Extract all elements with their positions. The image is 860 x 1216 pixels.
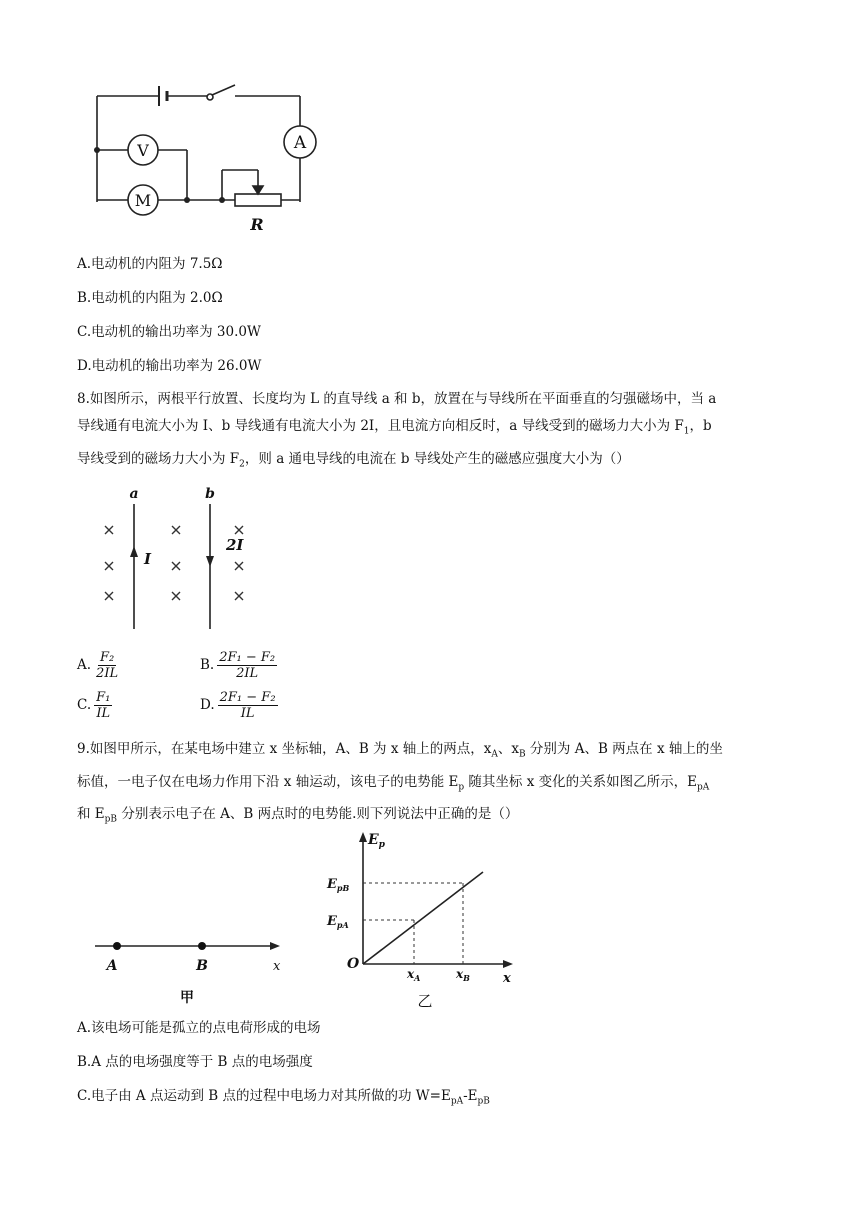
epb-label: $E_{pB}$ <box>327 877 350 893</box>
parallel-wires-figure <box>80 484 280 634</box>
figure-jia-caption: 甲 <box>180 990 194 1006</box>
figure-yi-caption: 乙 <box>417 992 433 1010</box>
q8-option-a: A. $\frac{\text{F₂}}{2IL}$ <box>77 650 119 681</box>
q9-option-c: C.电子由 A 点运动到 B 点的过程中电场力对其所做的功 $W=E_{pA}-E_{pB}$ <box>77 1088 490 1107</box>
epa-label: $E_{pA}$ <box>327 914 349 930</box>
xa-label: $x_A$ <box>407 967 421 983</box>
origin-label: O <box>347 956 360 972</box>
q8-option-d: D. $\frac{\text{2F₁ − F₂}}{IL}$ <box>200 690 276 721</box>
q9-line-2: 标值，一电子仅在电场力作用下沿 x 轴运动，该电子的电势能 $E_p$ 随其坐标 x 变化的关系如图乙所示，$E_{pA}$ <box>77 773 710 793</box>
q8-option-b: B. $\frac{\text{2F₁ − F₂}}{2IL}$ <box>200 650 276 681</box>
current-i-label: I <box>144 550 152 568</box>
xb-label: $x_B$ <box>456 967 470 983</box>
voltmeter-label: V <box>137 141 149 160</box>
q8-question <box>77 386 787 478</box>
motor-label: M <box>134 191 152 210</box>
q8-line-3: 导线受到的磁场力大小为 $F_2$，则 a 通电导线的电流在 b 导线处产生的磁感应强度大小为（） <box>77 450 630 470</box>
wire-a-label: a <box>129 486 139 502</box>
q8-option-c: C. $\frac{\text{F₁}}{IL}$ <box>77 690 111 721</box>
point-b-label: B <box>196 958 208 974</box>
circuit-diagram <box>85 82 335 237</box>
resistor-label: R <box>250 215 264 234</box>
q7-option-b: B.电动机的内阻为 2.0Ω <box>77 290 223 306</box>
q9-option-b: B.A 点的电场强度等于 B 点的电场强度 <box>77 1054 313 1070</box>
ep-axis-label: $E_p$ <box>368 832 385 850</box>
q7-option-d: D.电动机的输出功率为 26.0W <box>77 358 262 374</box>
ammeter-label: A <box>293 133 307 153</box>
q7-option-c: C.电动机的输出功率为 30.0W <box>77 324 261 340</box>
point-a-label: A <box>106 958 118 974</box>
q8-line-1: 8.如图所示，两根平行放置、长度均为 L 的直导线 a 和 b，放置在与导线所在平面垂直的匀强磁场中，当 a <box>77 391 717 407</box>
q7-option-a: A.电动机的内阻为 7.5Ω <box>77 256 223 272</box>
current-2i-label: 2I <box>226 536 244 554</box>
q9-option-a: A.该电场可能是孤立的点电荷形成的电场 <box>77 1020 321 1036</box>
x-axis-label-yi: x <box>503 971 511 986</box>
q9-line-1: 9.如图甲所示，在某电场中建立 x 坐标轴，A、B 为 x 轴上的两点，$x_A$、$x_B$ 分别为 A、B 两点在 x 轴上的坐 <box>77 741 723 760</box>
wire-b-label: b <box>205 486 215 502</box>
q8-line-2: 导线通有电流大小为 I、b 导线通有电流大小为 2I，且电流方向相反时，a 导线受到的磁场力大小为 $F_1$，b <box>77 418 712 437</box>
q9-line-3: 和 $E_{pB}$ 分别表示电子在 A、B 两点时的电势能.则下列说法中正确的是（） <box>77 806 519 826</box>
figure-jia-axis <box>90 930 300 1010</box>
q9-question <box>77 736 787 834</box>
x-axis-label: x <box>273 959 281 974</box>
figure-yi-graph <box>325 826 525 1012</box>
